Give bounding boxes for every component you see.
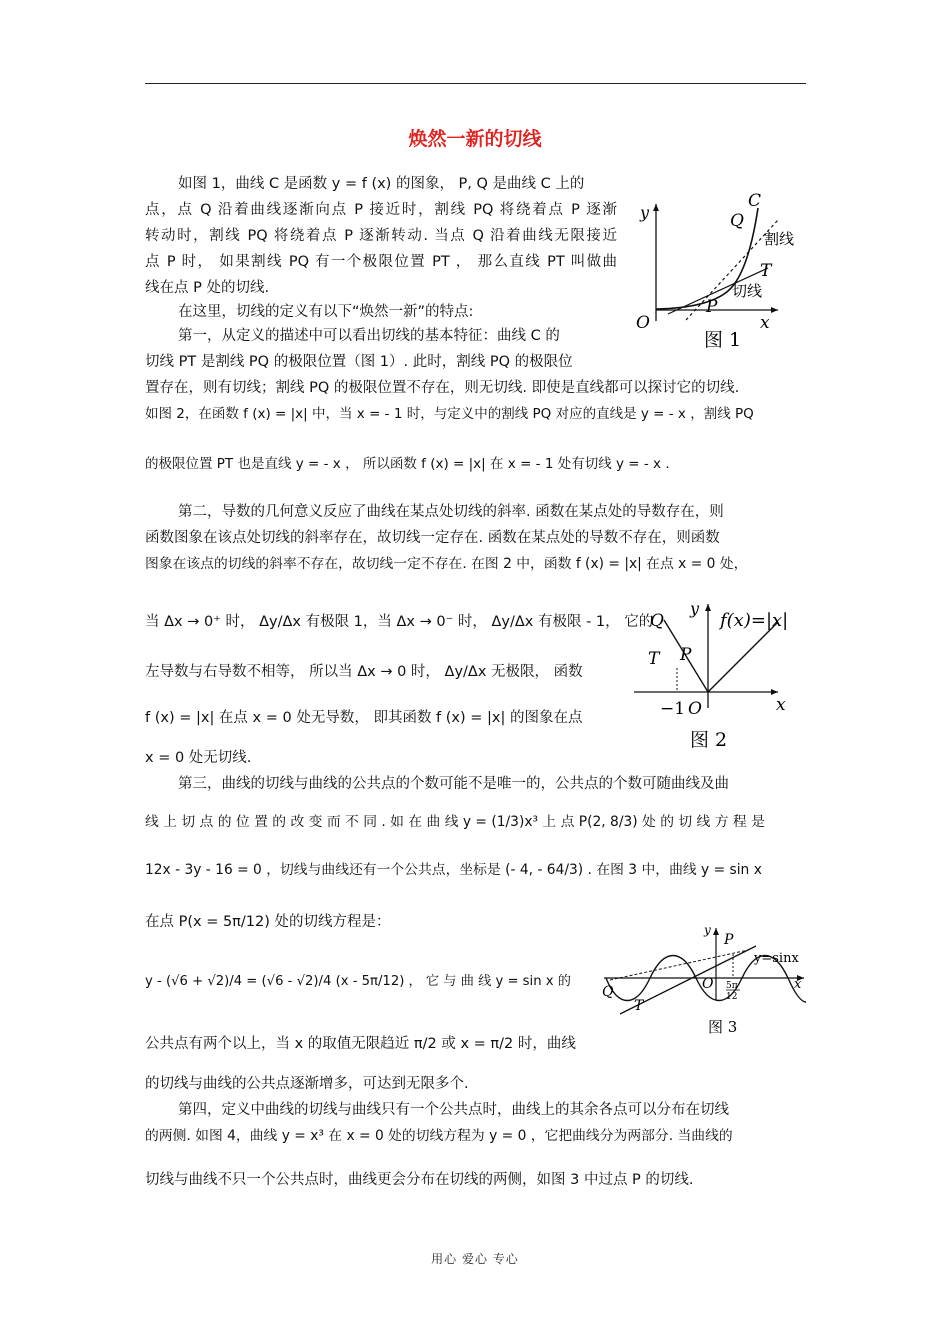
text-line: 第二，导数的几何意义反应了曲线在某点处切线的斜率. 函数在某点处的导数存在，则 (178, 504, 724, 520)
text-line: 置存在，则有切线；割线 PQ 的极限位置不存在，则无切线. 即使是直线都可以探讨它的切线. (145, 380, 740, 396)
text-line: 转动时，割线 PQ 将绕着点 P 逐渐转动. 当点 Q 沿着曲线无限接近 (145, 228, 617, 244)
label-x: x (776, 695, 786, 715)
text-line: 线在点 P 处的切线. (145, 280, 270, 296)
y-axis-arrow (653, 204, 659, 211)
text-line: 切线与曲线不只一个公共点时，曲线更会分布在切线的两侧，如图 3 中过点 P 的切线. (145, 1172, 694, 1188)
label-q: Q (602, 984, 614, 1000)
label-func: f(x)=|x| (720, 610, 789, 631)
label-x: x (794, 977, 802, 992)
label-t: T (634, 998, 644, 1014)
label-o: O (702, 976, 714, 992)
right-branch (708, 622, 778, 692)
figure-3 (598, 922, 813, 1040)
figure-3-caption: 图 3 (708, 1018, 738, 1036)
page-footer: 用心 爱心 专心 (431, 1252, 519, 1266)
text-line: 12x - 3y - 16 = 0 ，切线与曲线还有一个公共点，坐标是 (- 4, - 64/3) . 在图 3 中，曲线 y = sin x (145, 862, 762, 878)
text-line: 函数图象在该点处切线的斜率存在，故切线一定存在. 函数在某点处的导数不存在，则函数 (145, 530, 720, 546)
text-line: y - (√6 + √2)/4 = (√6 - √2)/4 (x - 5π/12) ， 它 与 曲 线 y = sin x 的 (145, 974, 571, 989)
label-func: y=sinx (754, 951, 799, 966)
text-line: 在点 P(x = 5π/12) 处的切线方程是： (145, 914, 391, 930)
label-x: x (760, 313, 770, 333)
text-line: 的极限位置 PT 也是直线 y = - x ， 所以函数 f (x) = |x| 在 x = - 1 处有切线 y = - x . (145, 456, 670, 472)
page-title: 焕然一新的切线 (408, 128, 542, 150)
text-line: 线 上 切 点 的 位 置 的 改 变 而 不 同 . 如 在 曲 线 y = (1/3)x³ 上 点 P(2, 8/3) 处 的 切 线 方 程 是 (145, 814, 765, 830)
header-rule (145, 83, 806, 84)
text-line: 第四，定义中曲线的切线与曲线只有一个公共点时，曲线上的其余各点可以分布在切线 (178, 1102, 729, 1118)
label-t: T (760, 261, 772, 281)
label-o: O (636, 313, 650, 333)
text-line: 第一，从定义的描述中可以看出切线的基本特征：曲线 C 的 (178, 328, 560, 344)
text-line: 如图 1，曲线 C 是函数 y = f (x) 的图象， P, Q 是曲线 C 上的 (178, 176, 585, 192)
text-line: 图象在该点的切线的斜率不存在，故切线一定不存在. 在图 2 中，函数 f (x) = |x| 在点 x = 0 处， (145, 556, 748, 572)
text-line: 如图 2，在函数 f (x) = |x| 中，当 x = - 1 时，与定义中的割线 PQ 对应的直线是 y = - x ，割线 PQ (145, 406, 754, 422)
tick-label-denominator: 12 (726, 992, 738, 1002)
text-line: 点，点 Q 沿着曲线逐渐向点 P 接近时，割线 PQ 将绕着点 P 逐渐 (145, 202, 617, 218)
y-axis-arrow (705, 604, 711, 611)
text-line: 左导数与右导数不相等， 所以当 Δx → 0 时， Δy/Δx 无极限， 函数 (145, 664, 583, 680)
label-p: P (724, 932, 734, 948)
label-y: y (704, 923, 711, 937)
secant-line (610, 950, 748, 980)
label-neg1: −1 (660, 699, 686, 719)
label-y: y (690, 599, 700, 618)
text-line: 的切线与曲线的公共点逐渐增多，可达到无限多个. (145, 1076, 469, 1092)
figure-2 (628, 598, 818, 756)
y-axis-arrow (713, 928, 719, 935)
label-q: Q (650, 611, 664, 631)
text-line: 当 Δx → 0⁺ 时， Δy/Δx 有极限 1，当 Δx → 0⁻ 时， Δy/Δx 有极限 - 1， 它的 (145, 614, 654, 630)
text-line: f (x) = |x| 在点 x = 0 处无导数， 即其函数 f (x) = |x| 的图象在点 (145, 710, 583, 726)
label-q: Q (730, 211, 744, 231)
figure-1 (628, 186, 818, 356)
text-line: 公共点有两个以上，当 x 的取值无限趋近 π/2 或 x = π/2 时，曲线 (145, 1036, 576, 1052)
label-y: y (640, 203, 650, 222)
text-line: 在这里，切线的定义有以下“焕然一新”的特点: (178, 304, 474, 320)
text-line: x = 0 处无切线. (145, 750, 252, 766)
label-t: T (648, 649, 660, 669)
label-c: C (748, 191, 762, 211)
text-line: 的两侧. 如图 4，曲线 y = x³ 在 x = 0 处的切线方程为 y = 0 ，它把曲线分为两部分. 当曲线的 (145, 1128, 733, 1144)
text-line: 第三，曲线的切线与曲线的公共点的个数可能不是唯一的，公共点的个数可随曲线及曲 (178, 776, 729, 792)
label-o: O (688, 699, 702, 719)
text-line: 切线 PT 是割线 PQ 的极限位置（图 1）. 此时，割线 PQ 的极限位 (145, 354, 573, 370)
label-p: P (680, 645, 692, 665)
figure-2-caption: 图 2 (690, 729, 728, 751)
x-axis-arrow (771, 307, 778, 313)
text-line: 点 P 时， 如果割线 PQ 有一个极限位置 PT ， 那么直线 PT 叫做曲 (145, 254, 617, 270)
tick-label-numerator: 5π (726, 981, 738, 991)
label-p: P (706, 297, 718, 317)
label-tangent: 切线 (732, 282, 763, 300)
label-secant: 割线 (764, 230, 795, 248)
figure-1-caption: 图 1 (704, 329, 742, 351)
